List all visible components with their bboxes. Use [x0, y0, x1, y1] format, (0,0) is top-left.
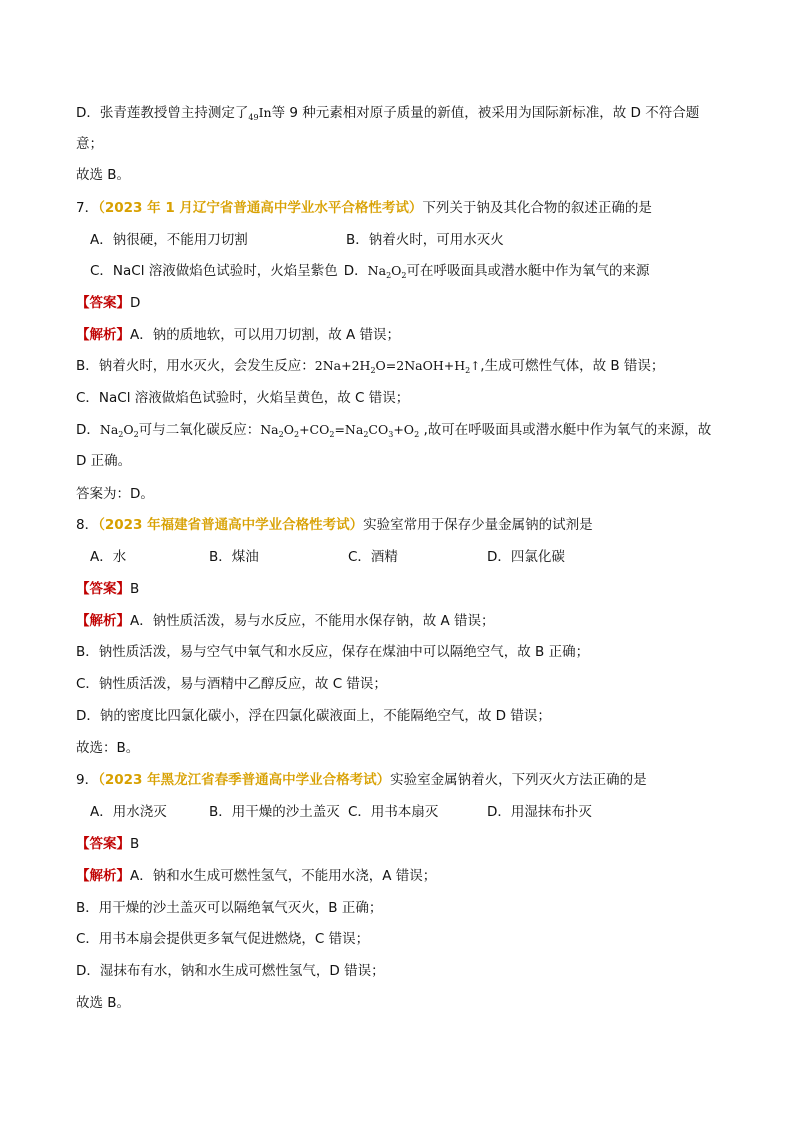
q7-option-c: C．NaCl 溶液做焰色试验时，火焰呈紫色 [90, 263, 338, 279]
q7-answer: 【答案】D [76, 295, 141, 311]
sodium-water-equation: $2Na+2H_2O=2NaOH+H_2↑$ [314, 358, 481, 375]
q9-explanation-d: D．湿抹布有水，钠和水生成可燃性氢气，D 错误； [76, 963, 385, 979]
q9-option-b: B．用干燥的沙土盖灭 [209, 804, 340, 820]
q8-option-b: B．煤油 [209, 549, 259, 565]
prev-conclusion: 故选 B。 [76, 167, 131, 183]
q8-explanation-d: D．钠的密度比四氯化碳小，浮在四氯化碳液面上，不能隔绝空气，故 D 错误； [76, 708, 551, 724]
q7-explanation-d-cont: D 正确。 [76, 453, 132, 469]
indium-isotope: $_{49}$In [248, 105, 272, 122]
q9-option-a: A．用水浇灭 [90, 804, 167, 820]
q7-stem: 7．（2023 年 1 月辽宁省普通高中学业水平合格性考试）下列关于钠及其化合物的叙述正确的是 [76, 200, 652, 216]
q7-option-d: D．$Na_2O_2$可在呼吸面具或潜水艇中作为氧气的来源 [343, 263, 650, 280]
q9-explanation-b: B．用干燥的沙土盖灭可以隔绝氧气灭火，B 正确； [76, 900, 383, 916]
q9-stem: 9．（2023 年黑龙江省春季普通高中学业合格考试）实验室金属钠着火，下列灭火方法正确的是 [76, 772, 647, 788]
q9-options [90, 802, 734, 822]
q7-option-a: A．钠很硬，不能用刀切割 [90, 232, 248, 248]
q7-explanation-c: C．NaCl 溶液做焰色试验时，火焰呈黄色，故 C 错误； [76, 390, 410, 406]
q9-explanation-a: 【解析】A．钠和水生成可燃性氢气，不能用水浇，A 错误； [76, 868, 437, 884]
q8-answer: 【答案】B [76, 581, 140, 597]
q7-explanation-b: B．钠着火时，用水灭火，会发生反应：$2Na+2H_2O=2NaOH+H_2↑$,生成可燃性气体，故 B 错误； [76, 358, 665, 375]
q9-source: （2023 年黑龙江省春季普通高中学业合格考试） [98, 772, 391, 788]
q7-conclusion: 答案为：D。 [76, 486, 154, 502]
q8-options [90, 547, 734, 567]
q9-option-d: D．用湿抹布扑灭 [487, 804, 592, 820]
q9-explanation-c: C．用书本扇会提供更多氧气促进燃烧，C 错误； [76, 931, 370, 947]
q8-option-c: C．酒精 [348, 549, 398, 565]
na2o2-formula: $Na_2O_2$ [99, 422, 139, 439]
q7-options-row2 [90, 261, 734, 281]
q9-option-c: C．用书本扇灭 [348, 804, 439, 820]
q7-options-row1 [90, 230, 734, 250]
q8-explanation-b: B．钠性质活泼，易与空气中氧气和水反应，保存在煤油中可以隔绝空气，故 B 正确； [76, 644, 590, 660]
q9-answer: 【答案】B [76, 836, 140, 852]
prev-explanation-d-cont: 意； [76, 136, 103, 152]
q7-explanation-d: D．$Na_2O_2$可与二氧化碳反应：$Na_2O_2+CO_2=Na_2CO_3+O_2$ ,故可在呼吸面具或潜水艇中作为氧气的来源，故 [76, 422, 712, 439]
q8-option-a: A．水 [90, 549, 127, 565]
q8-explanation-c: C．钠性质活泼，易与酒精中乙醇反应，故 C 错误； [76, 676, 387, 692]
prev-explanation-d: D．张青莲教授曾主持测定了$_{49}$In等 9 种元素相对原子质量的新值，被采用为国际新标准，故 D 不符合题 [76, 105, 700, 122]
q8-conclusion: 故选：B。 [76, 740, 140, 756]
q7-explanation-a: 【解析】A．钠的质地软，可以用刀切割，故 A 错误； [76, 327, 401, 343]
q7-option-b: B．钠着火时，可用水灭火 [346, 232, 504, 248]
q8-stem: 8．（2023 年福建省普通高中学业合格性考试）实验室常用于保存少量金属钠的试剂是 [76, 517, 593, 533]
q8-explanation-a: 【解析】A．钠性质活泼，易与水反应，不能用水保存钠，故 A 错误； [76, 613, 495, 629]
q9-conclusion: 故选 B。 [76, 995, 131, 1011]
q8-option-d: D．四氯化碳 [487, 549, 565, 565]
q7-source: （2023 年 1 月辽宁省普通高中学业水平合格性考试） [98, 200, 423, 216]
na2o2-formula: $Na_2O_2$ [367, 263, 407, 280]
na2o2-co2-equation: $Na_2O_2+CO_2=Na_2CO_3+O_2$ [260, 422, 420, 439]
q8-source: （2023 年福建省普通高中学业合格性考试） [98, 517, 364, 533]
